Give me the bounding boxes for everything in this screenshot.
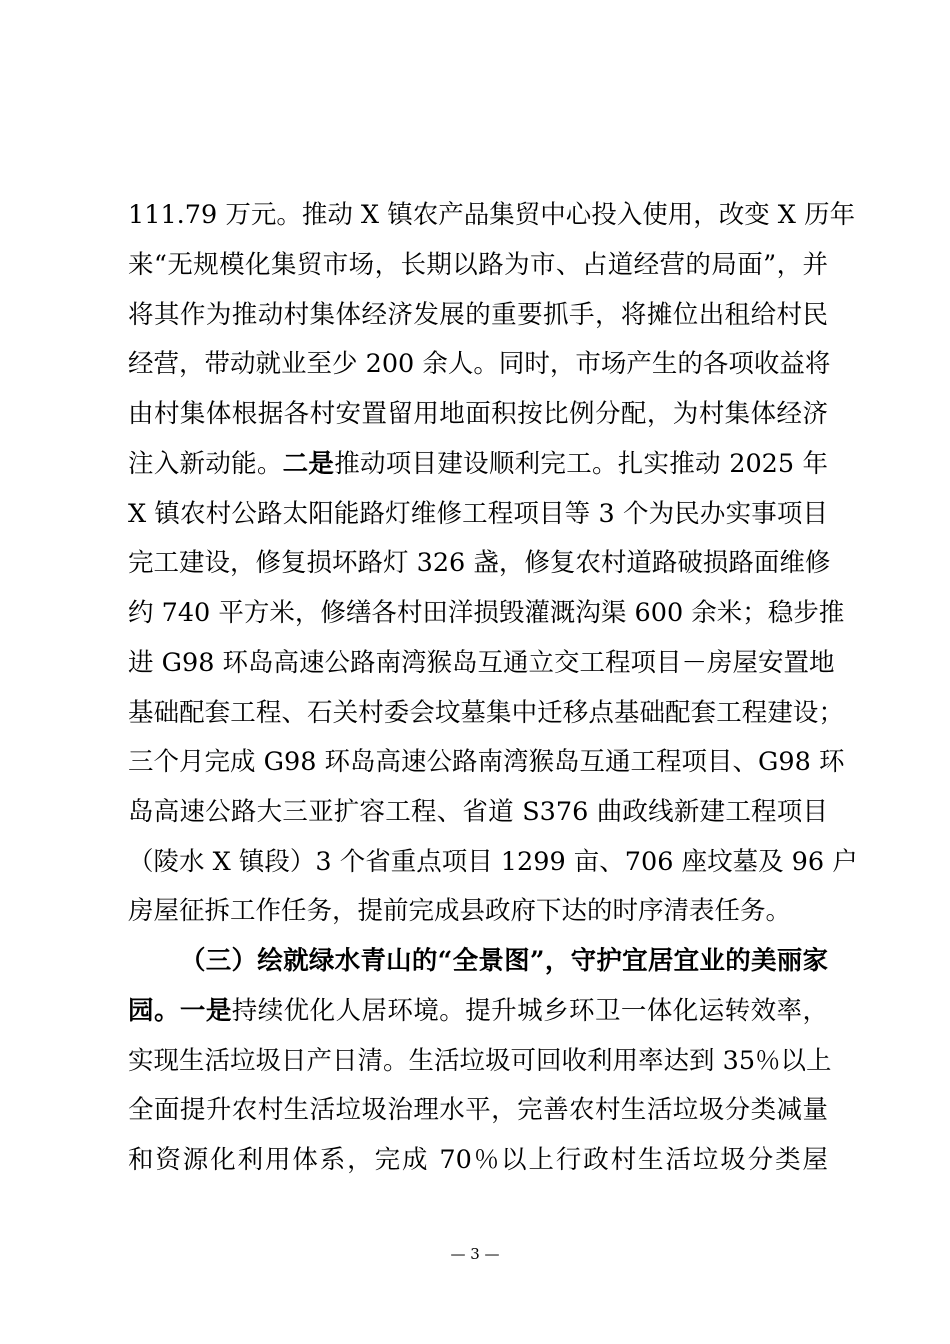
text-line [128, 837, 858, 887]
text-run: 和资源化利用体系，完成 70％以上行政村生活垃圾分类屋 [128, 1145, 828, 1175]
section-heading: （三）绘就绿水青山的“全景图”，守护宜居宜业的美丽家 [180, 946, 828, 976]
text-line [128, 638, 835, 688]
text-line [128, 1036, 832, 1086]
text-run: 实现生活垃圾日产日清。生活垃圾可回收利用率达到 35％以上 [128, 1046, 832, 1076]
bold-run: 一是 [179, 996, 232, 1026]
text-run: 推动项目建设顺利完工。扎实推动 2025 年 [334, 449, 828, 479]
text-line [128, 1085, 828, 1135]
text-line [128, 787, 828, 837]
text-run: 岛高速公路大三亚扩容工程、省道 S376 曲政线新建工程项目 [128, 797, 828, 827]
text-line [128, 1135, 828, 1185]
text-line [128, 389, 828, 439]
text-run: 三个月完成 G98 环岛高速公路南湾猴岛互通工程项目、G98 环 [128, 747, 845, 777]
text-line [128, 986, 828, 1036]
text-run: 进 G98 环岛高速公路南湾猴岛互通立交工程项目－房屋安置地 [128, 648, 835, 678]
text-line [128, 538, 831, 588]
text-run: 来“无规模化集贸市场，长期以路为市、占道经营的局面”，并 [128, 250, 828, 280]
text-run: 经营，带动就业至少 200 余人。同时，市场产生的各项收益将 [128, 349, 831, 379]
text-line [128, 339, 831, 389]
text-run: 房屋征拆工作任务，提前完成县政府下达的时序清表任务。 [128, 896, 792, 926]
text-run: 约 740 平方米，修缮各村田洋损毁灌溉沟渠 600 余米；稳步推 [128, 598, 845, 628]
text-run: X 镇农村公路太阳能路灯维修工程项目等 3 个为民办实事项目 [128, 499, 828, 529]
text-run: 完工建设，修复损坏路灯 326 盏，修复农村道路破损路面维修 [128, 548, 831, 578]
text-line [128, 588, 845, 638]
text-run: 注入新动能。 [128, 449, 283, 479]
text-run: 111.79 万元。推动 X 镇农产品集贸中心投入使用，改变 X 历年 [128, 200, 856, 230]
section-heading-tail: 园。 [128, 996, 180, 1026]
text-run: 持续优化人居环境。提升城乡环卫一体化运转效率， [231, 996, 828, 1026]
text-line [128, 489, 828, 539]
text-line [128, 240, 828, 290]
page-number: — 3 — [450, 1245, 500, 1263]
text-line [128, 190, 856, 240]
text-line [128, 290, 828, 340]
text-run: 由村集体根据各村安置留用地面积按比例分配，为村集体经济 [128, 399, 828, 429]
bold-run: 二是 [282, 449, 335, 479]
text-line [128, 688, 844, 738]
section-heading-line [180, 936, 828, 986]
text-line [128, 439, 828, 489]
text-run: （陵水 X 镇段）3 个省重点项目 1299 亩、706 座坟墓及 96 户 [128, 847, 858, 877]
text-line [128, 886, 828, 936]
text-run: 基础配套工程、石关村委会坟墓集中迁移点基础配套工程建设； [128, 698, 844, 728]
text-line [128, 737, 845, 787]
text-run: 全面提升农村生活垃圾治理水平，完善农村生活垃圾分类减量 [128, 1095, 828, 1125]
text-run: 将其作为推动村集体经济发展的重要抓手，将摊位出租给村民 [128, 300, 828, 330]
